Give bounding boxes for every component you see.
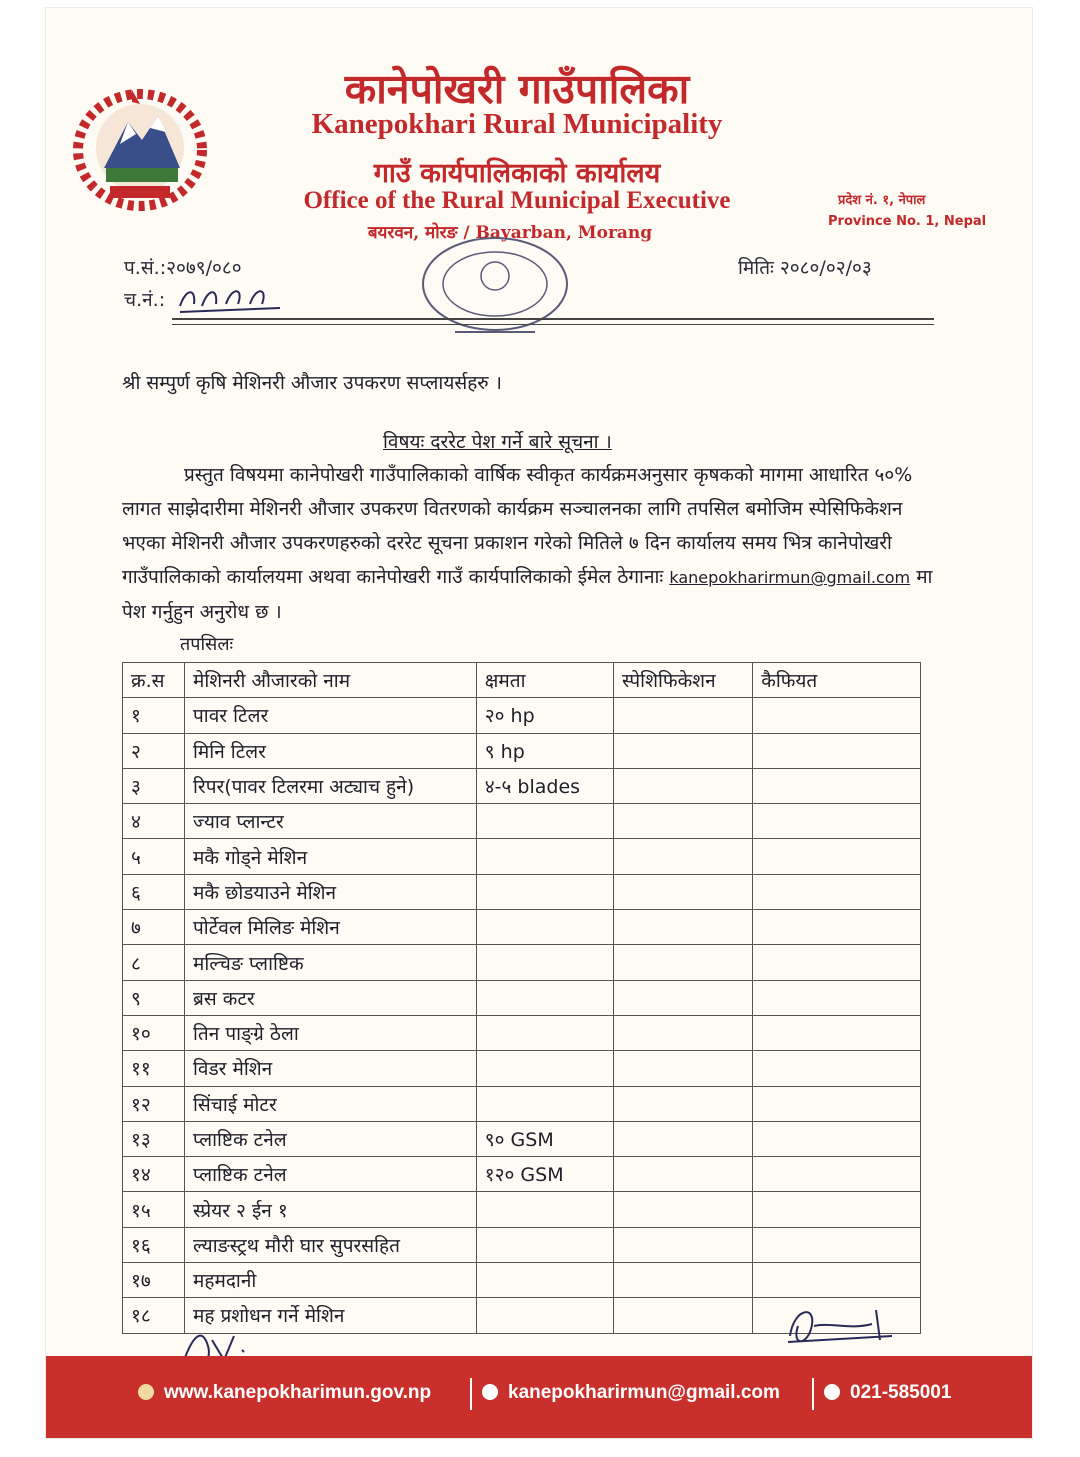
machine-name-cell: प्लाष्टिक टनेल	[185, 1121, 477, 1156]
machine-name-cell: मल्चिङ प्लाष्टिक	[185, 945, 477, 980]
serial-cell: ७	[123, 910, 185, 945]
table-row	[123, 1015, 921, 1050]
specification-cell	[613, 698, 752, 733]
notice-body	[122, 458, 937, 629]
machine-name-cell: रिपर(पावर टिलरमा अट्याच हुने)	[185, 768, 477, 803]
machine-name-cell: विडर मेशिन	[185, 1051, 477, 1086]
capacity-cell	[476, 1086, 613, 1121]
header-remarks: कैफियत	[753, 663, 921, 698]
capacity-cell	[476, 839, 613, 874]
machine-name-cell: मकै छोडयाउने मेशिन	[185, 874, 477, 909]
header-machine-name: मेशिनरी औजारको नाम	[185, 663, 477, 698]
specification-cell	[613, 768, 752, 803]
serial-cell: १०	[123, 1015, 185, 1050]
remarks-cell	[753, 1086, 921, 1121]
specification-cell	[613, 839, 752, 874]
capacity-cell	[476, 804, 613, 839]
serial-cell: १६	[123, 1227, 185, 1262]
capacity-cell: १२० GSM	[476, 1157, 613, 1192]
header-serial: क्र.स	[123, 663, 185, 698]
serial-cell: १८	[123, 1298, 185, 1333]
letter-number: प.सं.:२०७९/०८०	[124, 257, 242, 279]
remarks-cell	[753, 1157, 921, 1192]
table-row	[123, 945, 921, 980]
remarks-cell	[753, 1051, 921, 1086]
notice-body-text: प्रस्तुत विषयमा कानेपोखरी गाउँपालिकाको वार्षिक स्वीकृत कार्यक्रमअनुसार कृषकको मागमा आधारित ५०% लागत साझेदारीमा मेशिनरी औजार उपकरण वितरणको कार्यक्रम सञ्चालनका लागि तपसिल बमोजिम स्पेसिफिकेशन भएका मेशिनरी औजार उपकरणहरुको दररेट सूचना प्रकाशन गरेको मितिले ७ दिन कार्यालय समय भित्र कानेपोखरी गाउँपालिकाको कार्यालयमा अथवा कानेपोखरी गाउँ कार्यपालिकाको ईमेल ठेगानाः	[122, 464, 913, 588]
table-row	[123, 910, 921, 945]
table-row	[123, 980, 921, 1015]
specification-cell	[613, 1121, 752, 1156]
footer-separator	[470, 1378, 472, 1410]
capacity-cell	[476, 1263, 613, 1298]
office-name-nepali: गाउँ कार्यपालिकाको कार्यालय	[373, 158, 661, 189]
remarks-cell	[753, 698, 921, 733]
header-divider-thin	[172, 324, 934, 325]
nepal-emblem-icon	[70, 82, 210, 212]
dispatch-number-handwritten	[176, 282, 286, 316]
serial-cell: १४	[123, 1157, 185, 1192]
office-name-english: Office of the Rural Municipal Executive	[303, 187, 731, 214]
machine-name-cell: मह प्रशोधन गर्ने मेशिन	[185, 1298, 477, 1333]
specification-cell	[613, 1298, 752, 1333]
footer-email[interactable]: kanepokharirmun@gmail.com	[482, 1382, 780, 1404]
remarks-cell	[753, 839, 921, 874]
serial-cell: १२	[123, 1086, 185, 1121]
footer-separator	[812, 1378, 814, 1410]
remarks-cell	[753, 1192, 921, 1227]
serial-cell: ११	[123, 1051, 185, 1086]
table-row	[123, 874, 921, 909]
remarks-cell	[753, 1227, 921, 1262]
remarks-cell	[753, 945, 921, 980]
table-row	[123, 1263, 921, 1298]
table-header-row	[123, 663, 921, 698]
serial-cell: ६	[123, 874, 185, 909]
serial-cell: ९	[123, 980, 185, 1015]
header-divider	[172, 318, 934, 320]
province-nepali: प्रदेश नं. १, नेपाल	[838, 193, 926, 208]
specification-cell	[613, 1263, 752, 1298]
specification-cell	[613, 980, 752, 1015]
table-row	[123, 698, 921, 733]
capacity-cell	[476, 1015, 613, 1050]
capacity-cell: २० hp	[476, 698, 613, 733]
table-row	[123, 768, 921, 803]
serial-cell: १	[123, 698, 185, 733]
serial-cell: ४	[123, 804, 185, 839]
table-row	[123, 804, 921, 839]
capacity-cell: ९० GSM	[476, 1121, 613, 1156]
serial-cell: ५	[123, 839, 185, 874]
machine-name-cell: मकै गोड्ने मेशिन	[185, 839, 477, 874]
capacity-cell	[476, 910, 613, 945]
machine-name-cell: सिंचाई मोटर	[185, 1086, 477, 1121]
table-row	[123, 733, 921, 768]
phone-icon	[824, 1384, 840, 1400]
machine-name-cell: ब्रस कटर	[185, 980, 477, 1015]
capacity-cell	[476, 1051, 613, 1086]
specification-cell	[613, 1227, 752, 1262]
capacity-cell	[476, 1192, 613, 1227]
addressee: श्री सम्पुर्ण कृषि मेशिनरी औजार उपकरण सप्लायर्सहरु ।	[122, 372, 502, 394]
serial-cell: २	[123, 733, 185, 768]
specification-cell	[613, 1157, 752, 1192]
notice-subject: विषयः दररेट पेश गर्ने बारे सूचना ।	[383, 431, 612, 453]
serial-cell: ८	[123, 945, 185, 980]
specification-cell	[613, 945, 752, 980]
machine-name-cell: पावर टिलर	[185, 698, 477, 733]
specification-cell	[613, 733, 752, 768]
capacity-cell	[476, 874, 613, 909]
remarks-cell	[753, 733, 921, 768]
remarks-cell	[753, 1263, 921, 1298]
municipality-name-nepali: कानेपोखरी गाउँपालिका	[344, 65, 690, 113]
specification-cell	[613, 1086, 752, 1121]
remarks-cell	[753, 768, 921, 803]
specification-cell	[613, 1051, 752, 1086]
serial-cell: १३	[123, 1121, 185, 1156]
office-stamp-icon	[415, 236, 575, 346]
machine-name-cell: महमदानी	[185, 1263, 477, 1298]
remarks-cell	[753, 804, 921, 839]
remarks-cell	[753, 910, 921, 945]
table-row	[123, 1051, 921, 1086]
footer-phone[interactable]: 021-585001	[824, 1382, 951, 1404]
serial-cell: ३	[123, 768, 185, 803]
machinery-table	[122, 662, 921, 1334]
machine-name-cell: ल्याङस्ट्रथ मौरी घार सुपरसहित	[185, 1227, 477, 1262]
table-row	[123, 839, 921, 874]
capacity-cell	[476, 945, 613, 980]
footer-website[interactable]: www.kanepokharimun.gov.np	[138, 1382, 431, 1404]
globe-icon	[138, 1384, 154, 1400]
municipality-name-english: Kanepokhari Rural Municipality	[311, 108, 723, 140]
notice-email-link[interactable]: kanepokharirmun@gmail.com	[669, 568, 911, 587]
table-row	[123, 1192, 921, 1227]
email-icon	[482, 1384, 498, 1400]
capacity-cell	[476, 980, 613, 1015]
capacity-cell	[476, 1298, 613, 1333]
table-row	[123, 1086, 921, 1121]
footer-bar	[46, 1356, 1032, 1438]
specification-cell	[613, 1015, 752, 1050]
specification-cell	[613, 910, 752, 945]
remarks-cell	[753, 1015, 921, 1050]
capacity-cell: ९ hp	[476, 733, 613, 768]
remarks-cell	[753, 980, 921, 1015]
machine-name-cell: स्प्रेयर २ ईन १	[185, 1192, 477, 1227]
table-row	[123, 1157, 921, 1192]
office-location: बयरवन, मोरङ / Bayarban, Morang	[367, 223, 653, 243]
letter-date: मितिः २०८०/०२/०३	[738, 257, 872, 279]
remarks-cell	[753, 1121, 921, 1156]
table-row	[123, 1121, 921, 1156]
table-row	[123, 1227, 921, 1262]
machine-name-cell: प्लाष्टिक टनेल	[185, 1157, 477, 1192]
specification-cell	[613, 874, 752, 909]
capacity-cell: ४-५ blades	[476, 768, 613, 803]
specification-cell	[613, 1192, 752, 1227]
province-english: Province No. 1, Nepal	[828, 214, 987, 229]
serial-cell: १७	[123, 1263, 185, 1298]
header-specification: स्पेशिफिकेशन	[613, 663, 752, 698]
header-capacity: क्षमता	[476, 663, 613, 698]
machine-name-cell: तिन पाङ्ग्रे ठेला	[185, 1015, 477, 1050]
details-label: तपसिलः	[180, 634, 234, 655]
notice-body-closing: मा पेश गर्नुहुन अनुरोध छ ।	[122, 566, 933, 623]
capacity-cell	[476, 1227, 613, 1262]
machine-name-cell: ज्याव प्लान्टर	[185, 804, 477, 839]
specification-cell	[613, 804, 752, 839]
machine-name-cell: मिनि टिलर	[185, 733, 477, 768]
remarks-cell	[753, 874, 921, 909]
machine-name-cell: पोर्टेवल मिलिङ मेशिन	[185, 910, 477, 945]
serial-cell: १५	[123, 1192, 185, 1227]
dispatch-number-label: च.नं.:	[124, 289, 166, 311]
